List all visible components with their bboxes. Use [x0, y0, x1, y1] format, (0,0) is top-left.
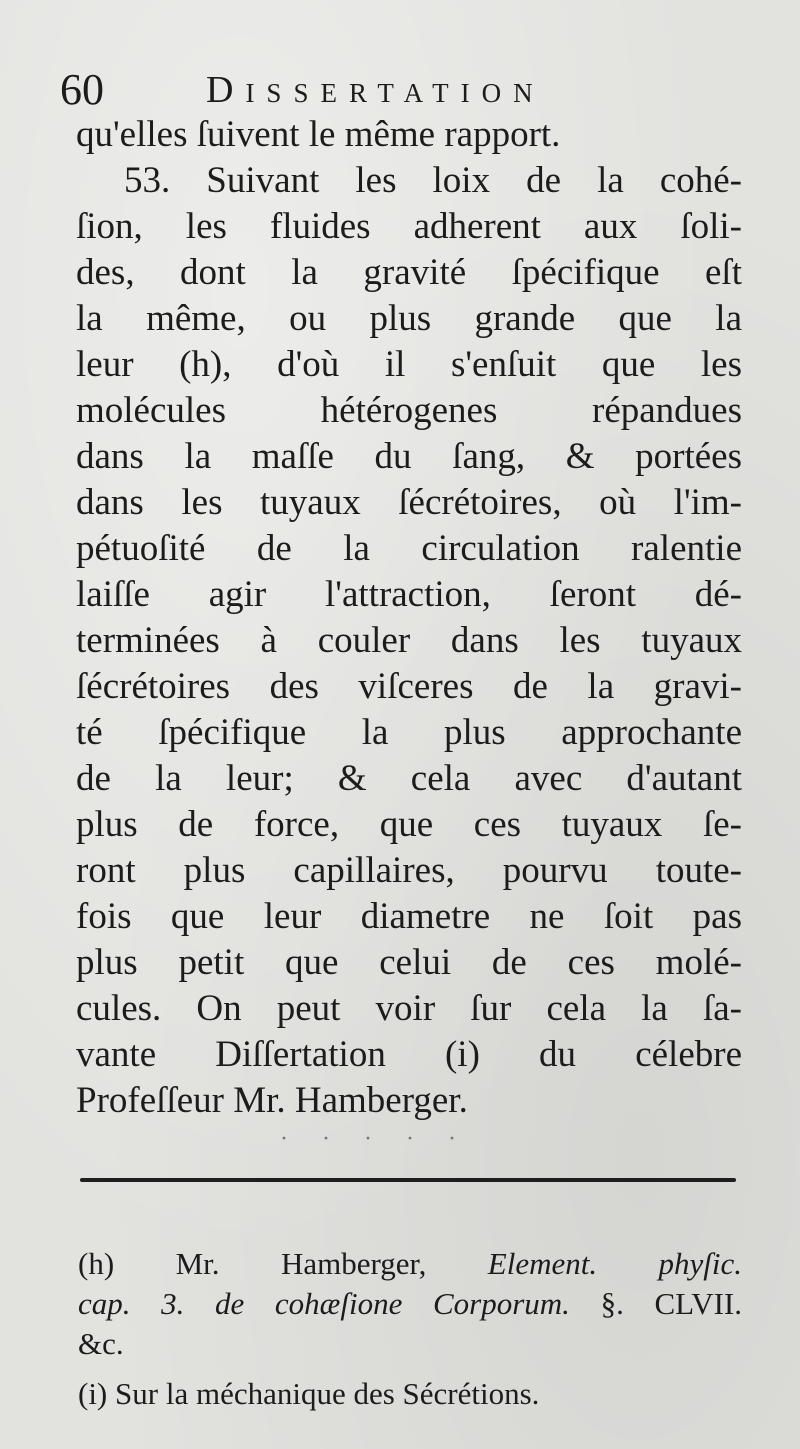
page-number: 60 — [60, 65, 104, 114]
text-line: de la leur; & cela avec d'autant — [76, 758, 742, 799]
text-line: cules. On peut voir ſur cela la ſa- — [76, 988, 742, 1029]
text-line: molécules hétérogenes répandues — [76, 390, 742, 431]
footnotes — [78, 1244, 742, 1414]
text-line: des, dont la gravité ſpécifique eſt — [76, 252, 742, 293]
text-line: ſion, les fluides adherent aux ſoli- — [76, 206, 742, 247]
text-line: té ſpécifique la plus approchante — [76, 712, 742, 753]
text-line: vante Diſſertation (i) du célebre — [76, 1034, 742, 1075]
body-text — [76, 112, 742, 1124]
text-line: la même, ou plus grande que la — [76, 298, 742, 339]
footnote-separator-rule — [80, 1178, 736, 1182]
text-line: pétuoſité de la circulation ralentie — [76, 528, 742, 569]
page-header — [60, 62, 750, 118]
footnote-h-work: Element. phyſic. — [487, 1246, 742, 1281]
text-line: Profeſſeur Mr. Hamberger. — [76, 1080, 468, 1121]
footnote-h-line-2 — [78, 1284, 742, 1324]
footnote-h-work-part: cap. 3. de cohæſione Corporum. — [78, 1286, 570, 1321]
text-line: fois que leur diametre ne ſoit pas — [76, 896, 742, 937]
text-line: plus petit que celui de ces molé- — [76, 942, 742, 983]
text-line: plus de force, que ces tuyaux ſe- — [76, 804, 742, 845]
text-line: qu'elles ſuivent le même rapport. — [76, 114, 561, 155]
footnote-h-line-1 — [78, 1244, 742, 1284]
footnote-h-section: §. CLVII. — [600, 1286, 742, 1321]
text-line: dans les tuyaux ſécrétoires, où l'im- — [76, 482, 742, 523]
text-line: dans la maſſe du ſang, & portées — [76, 436, 742, 477]
footnote-i-line — [78, 1374, 742, 1414]
footnote-i-text: Sur la méchanique des Sécrétions. — [115, 1376, 540, 1411]
text-line: terminées à couler dans les tuyaux — [76, 620, 742, 661]
footnote-mark-i: (i) — [78, 1376, 108, 1411]
text-line: ſécrétoires des viſceres de la gravi- — [76, 666, 742, 707]
faint-show-through-dots: ····· — [280, 1126, 490, 1152]
text-line: leur (h), d'où il s'enſuit que les — [76, 344, 742, 385]
footnote-h-author: Mr. Hamberger, — [175, 1246, 427, 1281]
text-line: ront plus capillaires, pourvu toute- — [76, 850, 742, 891]
footnote-mark-h: (h) — [78, 1246, 115, 1281]
footnote-h-line-3: &c. — [78, 1326, 124, 1361]
running-title: Dissertation — [206, 69, 545, 111]
text-line: laiſſe agir l'attraction, ſeront dé- — [76, 574, 742, 615]
text-line: 53. Suivant les loix de la cohé- — [124, 160, 742, 201]
